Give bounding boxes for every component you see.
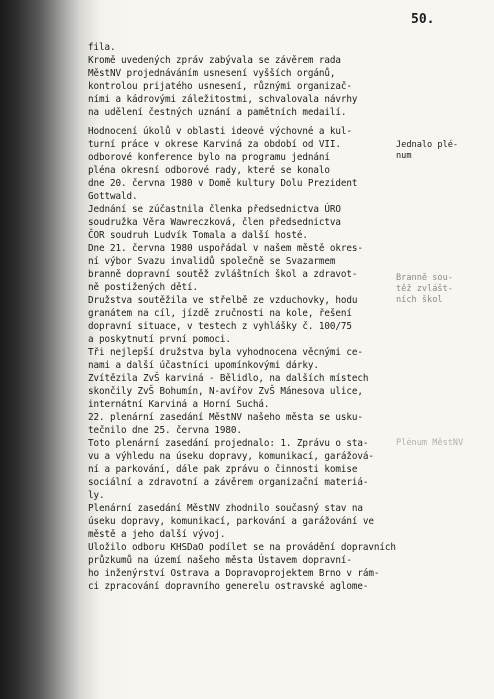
body-text bbox=[88, 41, 396, 593]
text-line: Zvítězila ZvŠ karviná - Bělidlo, na dalších místech bbox=[88, 373, 369, 384]
text-line: Hodnocení úkolů v oblasti ideové výchovné a kul- bbox=[88, 126, 352, 137]
text-line: tečnilo dne 25. června 1980. bbox=[88, 425, 242, 436]
text-line: Dne 21. června 1980 uspořádal v našem městě okres- bbox=[88, 243, 363, 254]
text-line: turní práce v okrese Karviná za období od VII. bbox=[88, 139, 341, 150]
text-line: ní a parkování, dále pak zprávu o činnosti komise bbox=[88, 464, 358, 475]
text-line: Toto plenární zasedání projednalo: 1. Zprávu o sta- bbox=[88, 438, 369, 449]
text-line: Kromě uvedených zpráv zabývala se závěrem rada bbox=[88, 55, 341, 66]
text-line: ci zpracování dopravního generelu ostravské aglome- bbox=[88, 581, 369, 592]
margin-note: Jednalo plé- num bbox=[396, 140, 459, 161]
text-line: fila. bbox=[88, 42, 116, 53]
margin-note: Plénum MěstNV bbox=[396, 438, 464, 448]
text-line: ní výbor Svazu invalidů společně se Svazarmem bbox=[88, 256, 336, 267]
text-line: pléna okresní odborové rady, které se konalo bbox=[88, 165, 330, 176]
text-line: ho inženýrství Ostrava a Dopravoprojektem Brno v rám- bbox=[88, 568, 380, 579]
text-line: úseku dopravy, komunikací, parkování a garážování ve bbox=[88, 516, 374, 527]
text-line: MěstNV projednáváním usnesení vyšších orgánů, bbox=[88, 68, 336, 79]
text-line: vu a výhledu na úseku dopravy, komunikací, garážová- bbox=[88, 451, 374, 462]
text-line: Jednání se zúčastnila členka předsednictva ÚRO bbox=[88, 204, 341, 215]
text-line: ly. bbox=[88, 490, 105, 501]
text-line: 22. plenární zasedání MěstNV našeho města se usku- bbox=[88, 412, 363, 423]
text-line: dopravní situace, v testech z vyhlášky č. 100/75 bbox=[88, 321, 352, 332]
text-line: Gottwald. bbox=[88, 191, 138, 202]
margin-note: Branně sou- těž zvlášt- ních škol bbox=[396, 273, 453, 305]
text-line: granátem na cíl, jízdě zručnosti na kole, řešení bbox=[88, 308, 352, 319]
text-line: skončily ZvŠ Bohumín, N-avířov ZvŠ Mánesova ulice, bbox=[88, 386, 363, 397]
text-line: kontrolou prijatého usnesení, různými organizač- bbox=[88, 81, 352, 92]
text-line: sociální a zdravotní a závěrem organizační materiá- bbox=[88, 477, 369, 488]
text-line: Tři nejlepší družstva byla vyhodnocena věcnými ce- bbox=[88, 347, 363, 358]
text-line: soudružka Věra Wawreczková, člen předsednictva bbox=[88, 217, 341, 228]
text-line: dne 20. června 1980 v Domě kultury Dolu Prezident bbox=[88, 178, 358, 189]
text-line: Uložilo odboru KHSDaO podílet se na provádění dopravních bbox=[88, 542, 396, 553]
text-line: Družstva soutěžila ve střelbě ze vzduchovky, hodu bbox=[88, 295, 358, 306]
text-line: odborové konference bylo na programu jednání bbox=[88, 152, 330, 163]
text-line: ČOR soudruh Ludvík Tomala a další hosté. bbox=[88, 230, 308, 241]
text-line: a poskytnutí první pomoci. bbox=[88, 334, 231, 345]
text-line: průzkumů na území našeho města Ústavem dopravní- bbox=[88, 555, 352, 566]
text-line: branně dopravní soutěž zvláštních škol a zdravot- bbox=[88, 269, 358, 280]
text-line: na udělení čestných uznání a pamětních medailí. bbox=[88, 107, 347, 118]
text-line: nami a další účastníci upomínkovými dárky. bbox=[88, 360, 319, 371]
text-line: internátní Karviná a Horní Suchá. bbox=[88, 399, 270, 410]
page-number: 50. bbox=[411, 12, 435, 27]
text-line: Plenární zasedání MěstNV zhodnilo současný stav na bbox=[88, 503, 363, 514]
text-line: ními a kádrovými záležitostmi, schvalovala návrhy bbox=[88, 94, 358, 105]
text-line: ně postižených dětí. bbox=[88, 282, 198, 293]
text-line: městě a jeho další vývoj. bbox=[88, 529, 226, 540]
